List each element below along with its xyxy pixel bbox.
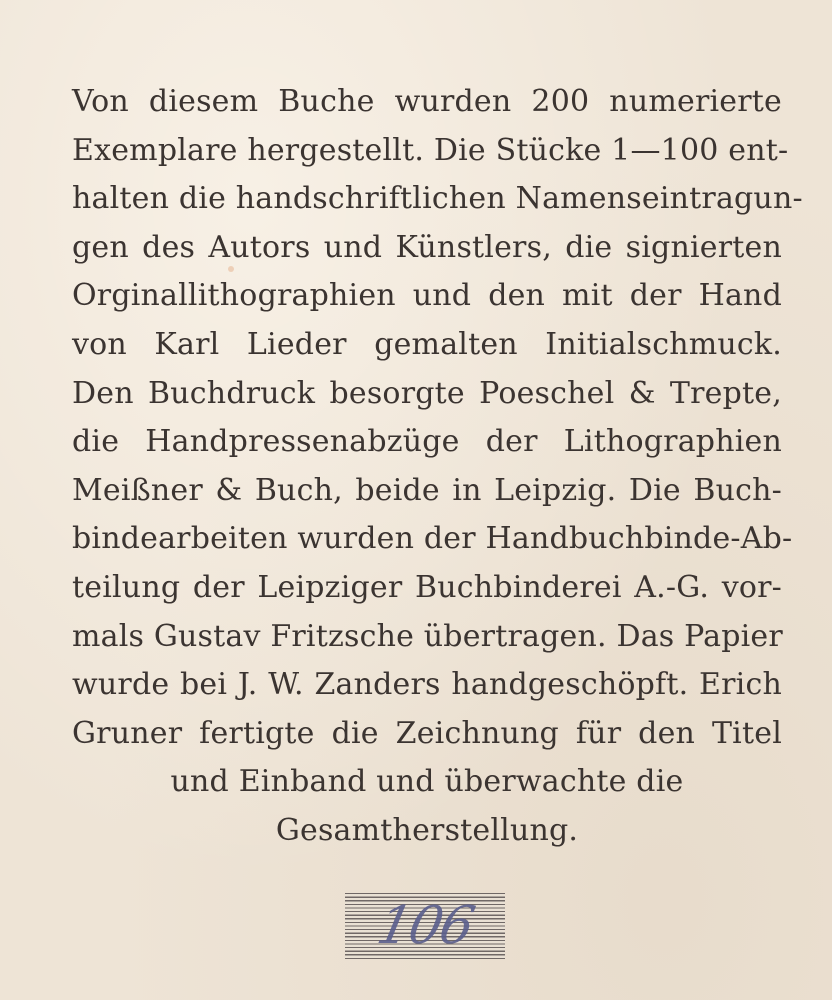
colophon-text bbox=[72, 78, 803, 856]
colophon-line-centered: und Einband und überwachte die bbox=[170, 764, 684, 800]
colophon-line: Exemplare hergestellt. Die Stücke 1—100 ent- bbox=[72, 132, 789, 168]
colophon-line: Von diesem Buche wurden 200 numerierte bbox=[72, 84, 782, 119]
colophon-line: wurde bei J. W. Zanders handgeschöpft. Erich bbox=[72, 667, 782, 703]
colophon-line: Den Buchdruck besorgte Poeschel & Trepte, bbox=[72, 375, 782, 411]
colophon-line: gen des Autors und Künstlers, die signierten bbox=[72, 229, 782, 265]
colophon-line: Meißner & Buch, beide in Leipzig. Die Buch- bbox=[72, 472, 782, 508]
colophon-line: teilung der Leipziger Buchbinderei A.-G. vor- bbox=[72, 569, 782, 605]
colophon-line: mals Gustav Fritzsche übertragen. Das Papier bbox=[72, 618, 783, 654]
colophon-line: Orginallithographien und den mit der Hand bbox=[72, 278, 782, 314]
colophon-line: von Karl Lieder gemalten Initialschmuck. bbox=[72, 326, 782, 362]
copy-number-handwritten: 106 bbox=[371, 896, 479, 956]
colophon-line: halten die handschriftlichen Namenseintragun- bbox=[72, 181, 803, 217]
colophon-line: die Handpressenabzüge der Lithographien bbox=[72, 424, 782, 460]
colophon-line-centered: Gesamtherstellung. bbox=[275, 812, 579, 848]
colophon-line: bindearbeiten wurden der Handbuchbinde-Ab- bbox=[72, 521, 793, 557]
colophon-line: Gruner fertigte die Zeichnung für den Titel bbox=[72, 715, 782, 751]
